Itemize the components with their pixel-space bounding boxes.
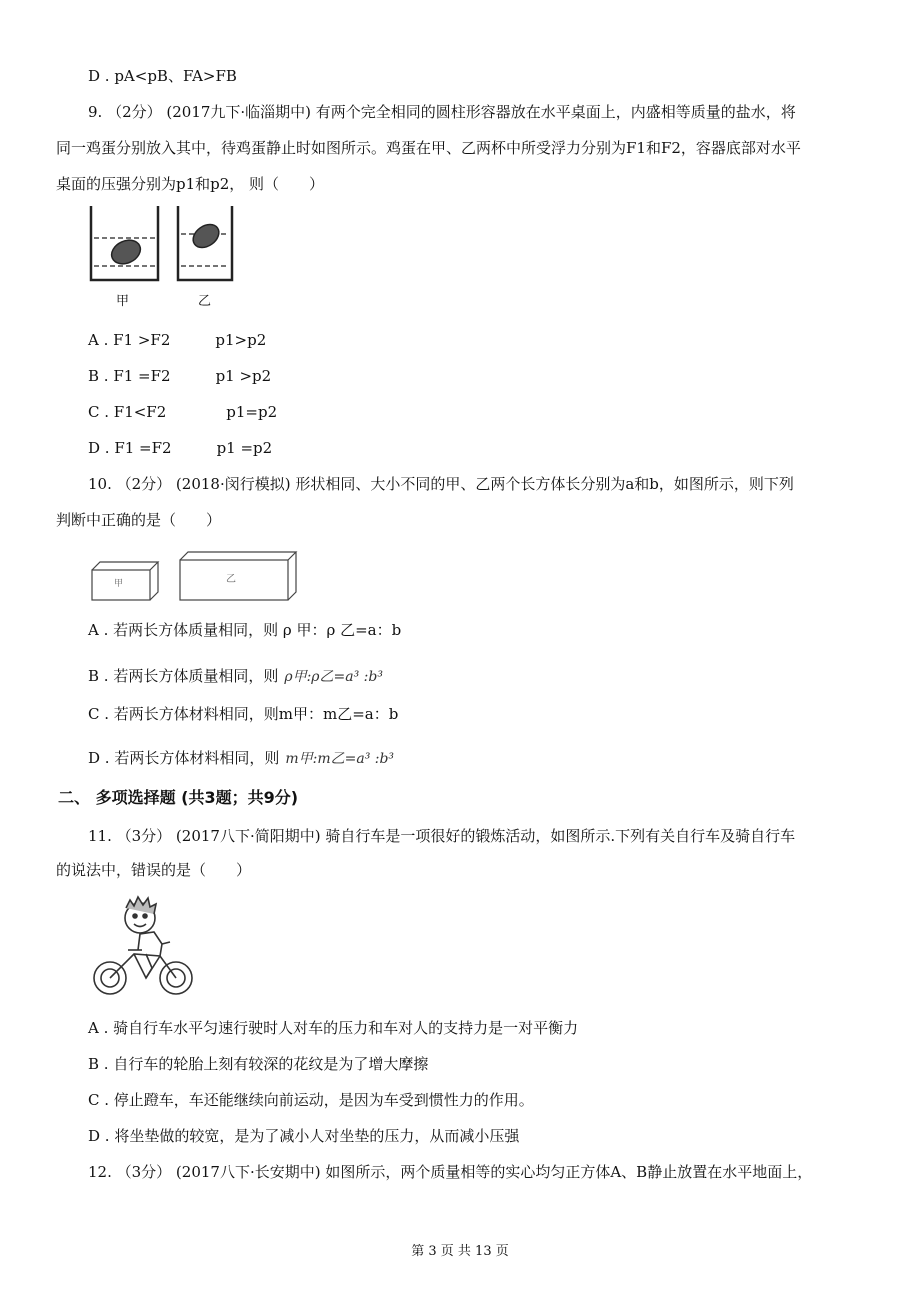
q11-option-a: A . 骑自行车水平匀速行驶时人对车的压力和车对人的支持力是一对平衡力 [88,1019,579,1037]
container-jia [91,206,158,280]
section2-heading: 二、 多项选择题 (共3题；共9分) [58,788,299,807]
q12-stem-line1: 12. （3分） (2017八下·长安期中) 如图所示，两个质量相等的实心均匀正方体A、B静止放置在水平地面上， [88,1163,813,1181]
q9-option-b: B . F1 =F2 p1 >p2 [88,367,272,385]
q10-option-c: C . 若两长方体材料相同，则m甲：m乙=a：b [88,705,399,723]
q10-stem-line2: 判断中正确的是（ ） [56,511,222,529]
q9-stem-line3: 桌面的压强分别为p1和p2， 则（ ） [56,175,325,193]
q10-fig-label-yi: 乙 [226,574,236,585]
q10-option-d [88,748,394,769]
box-jia [92,562,158,600]
q10-option-a: A . 若两长方体质量相同，则 ρ 甲：ρ 乙=a：b [88,621,402,639]
q9-stem-line2: 同一鸡蛋分别放入其中，待鸡蛋静止时如图所示。鸡蛋在甲、乙两杯中所受浮力分别为F1和F2，容器底部对水平 [56,139,801,157]
q9-option-d: D . F1 =F2 p1 =p2 [88,439,273,457]
q9-option-c: C . F1<F2 p1=p2 [88,403,278,421]
q10-option-d-text: D . 若两长方体材料相同，则 [88,749,280,767]
q10-option-d-formula: m甲:m乙=a³ :b³ [285,751,395,767]
q10-option-b-formula: ρ甲:ρ乙=a³ :b³ [284,669,383,685]
q11-option-d: D . 将坐垫做的较宽，是为了减小人对坐垫的压力，从而减小压强 [88,1127,520,1145]
q11-option-b: B . 自行车的轮胎上刻有较深的花纹是为了增大摩擦 [88,1055,429,1073]
q8-option-d: D . pA<pB、FA>FB [88,67,237,85]
q10-fig-label-jia: 甲 [114,579,124,589]
q9-option-a: A . F1 >F2 p1>p2 [88,331,267,349]
q11-stem-line1: 11. （3分） (2017八下·简阳期中) 骑自行车是一项很好的锻炼活动，如图所示.下列有关自行车及骑自行车 [88,827,796,845]
q10-option-b [88,666,383,687]
box-yi [180,552,296,600]
q9-figure-containers [86,204,236,314]
q11-option-c: C . 停止蹬车，车还能继续向前运动，是因为车受到惯性力的作用。 [88,1091,534,1109]
q11-stem-line2: 的说法中，错误的是（ ） [56,861,252,879]
container-yi [178,206,232,280]
q9-stem-line1: 9. （2分） (2017九下·临淄期中) 有两个完全相同的圆柱形容器放在水平桌面上，内盛相等质量的盐水，将 [88,103,796,121]
q11-figure-cyclist [88,894,198,1000]
q10-option-b-text: B . 若两长方体质量相同，则 [88,667,279,685]
q10-stem-line1: 10. （2分） (2018·闵行模拟) 形状相同、大小不同的甲、乙两个长方体长分别为a和b，如图所示，则下列 [88,475,794,493]
page-footer: 第 3 页 共 13 页 [411,1244,509,1259]
q9-fig-label-yi: 乙 [198,294,212,309]
q9-fig-label-jia: 甲 [116,294,130,309]
